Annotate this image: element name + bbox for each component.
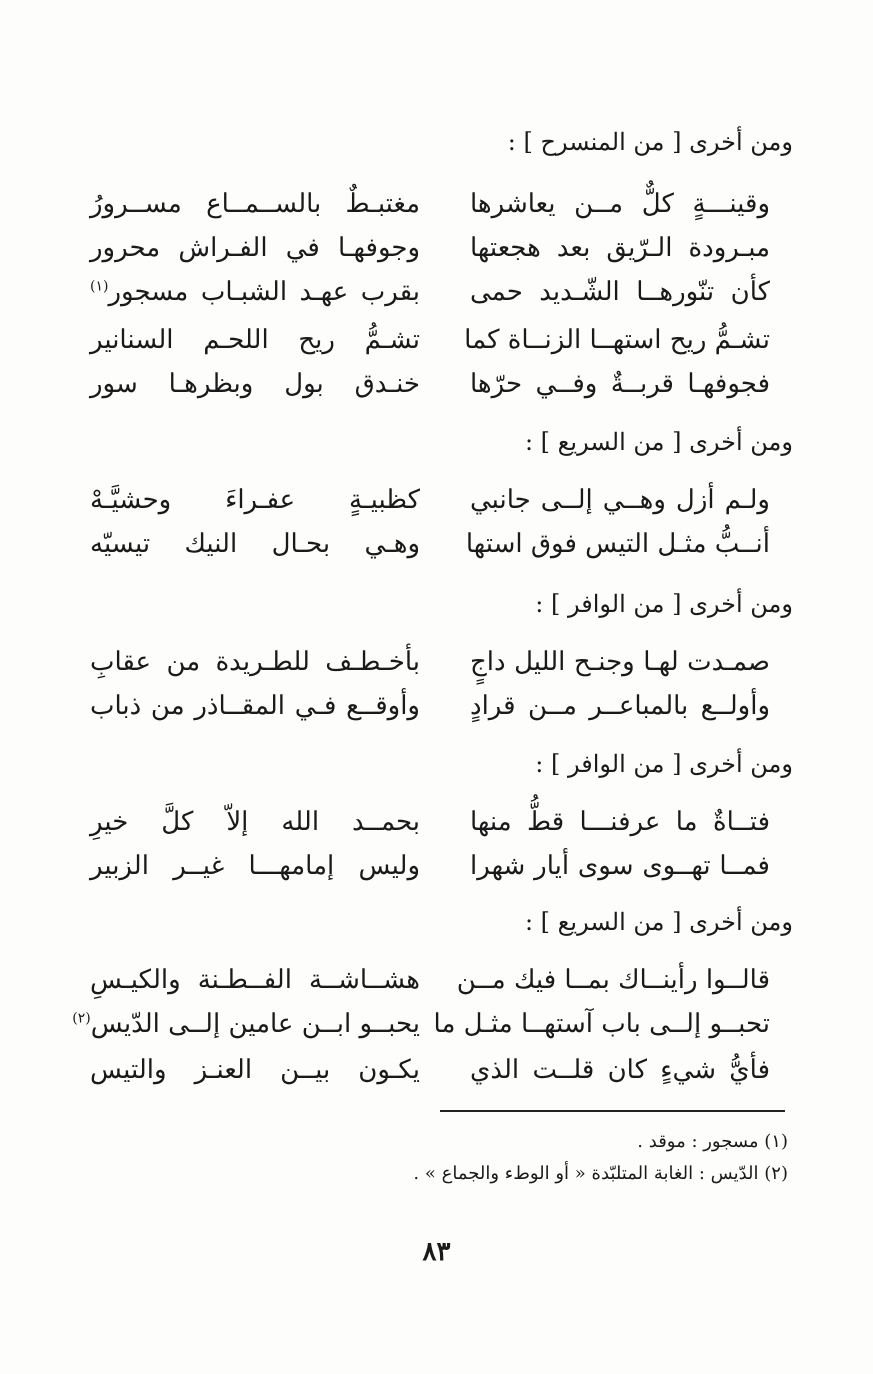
section-heading: ومن أخرى [ من السريع ] : bbox=[524, 428, 793, 456]
section-heading: ومن أخرى [ من الوافر ] : bbox=[535, 590, 793, 618]
footnote-marker: (١) bbox=[90, 278, 109, 295]
verse-first-hemistich: فمــا تهــوى سوى أيار شهرا bbox=[470, 851, 770, 881]
verse-second-hemistich: يكـون بيــن العنـز والتيس bbox=[90, 1055, 420, 1085]
verse-line bbox=[72, 1002, 770, 1046]
verse-second-hemistich: مغتبـطٌ بالســمــاع مســرورُ bbox=[90, 189, 420, 219]
verse-first-hemistich: كأن تنّورهــا الشّـديد حمى bbox=[470, 277, 770, 307]
verse-second-hemistich: وهـي بحـال النيك تيسيّه bbox=[90, 529, 420, 559]
verse-second-hemistich: خنـدق بول وبظرهـا سور bbox=[90, 369, 420, 399]
verse-second-hemistich: بأخـطـف للطـريدة من عقابِ bbox=[90, 647, 420, 677]
section-heading: ومن أخرى [ من الوافر ] : bbox=[535, 750, 793, 778]
verse-second-hemistich bbox=[90, 270, 420, 314]
verse-first-hemistich: قالــوا رأينــاك بمــا فيك مــن bbox=[456, 965, 770, 995]
verse-line bbox=[90, 684, 770, 728]
verse-second-hemistich: كظبيـةٍ عفـراءَ وحشيَّـهْ bbox=[90, 485, 420, 515]
verse-line bbox=[90, 318, 770, 362]
verse-line bbox=[90, 478, 770, 522]
verse-first-hemistich: صمـدت لهـا وجنـح الليل داجٍ bbox=[470, 647, 770, 677]
verse-second-hemistich: وليس إمامهـــا غيــر الزبير bbox=[90, 851, 420, 881]
verse-first-hemistich: تحبــو إلــى باب آستهــا مثـل ما bbox=[433, 1009, 770, 1039]
verse-second-hemistich: بحمــد الله إلاّ كلَّ خيرِ bbox=[90, 807, 420, 837]
verse-line bbox=[90, 1048, 770, 1092]
verse-line bbox=[90, 640, 770, 684]
verse-line bbox=[90, 844, 770, 888]
verse-line bbox=[90, 958, 770, 1002]
verse-line bbox=[90, 362, 770, 406]
verse-second-hemistich: وأوقــع فـي المقــاذر من ذباب bbox=[90, 691, 420, 721]
verse-second-hemistich: هشــاشــة الفــطـنة والكيـسِ bbox=[90, 965, 420, 995]
page-number: ٨٣ bbox=[422, 1237, 451, 1267]
verse-second-hemistich: وجوفهـا في الفـراش محرور bbox=[90, 233, 420, 263]
verse-first-hemistich: فجوفهـا قربــةٌ وفــي حرّها bbox=[470, 369, 770, 399]
verse-second-hemistich bbox=[72, 1002, 420, 1046]
verse-line bbox=[90, 522, 770, 566]
footnote: (١) مسجور : موقد . bbox=[637, 1131, 788, 1152]
verse-first-hemistich: ولـم أزل وهــي إلــى جانبي bbox=[470, 485, 770, 515]
section-heading: ومن أخرى [ من السريع ] : bbox=[524, 908, 793, 936]
footnote-divider bbox=[440, 1110, 785, 1112]
verse-first-hemistich: أنــبُّ مثـل التيس فوق استها bbox=[465, 529, 770, 559]
verse-line bbox=[90, 800, 770, 844]
footnote-marker: (٢) bbox=[72, 1010, 91, 1027]
verse-second-text: بقرب عهـد الشبـاب مسجور bbox=[108, 277, 420, 307]
footnote: (٢) الدّيس : الغابة المتلبّدة « أو الوطء والجماع » . bbox=[413, 1163, 788, 1184]
verse-second-hemistich: تشـمُّ ريح اللحـم السنانير bbox=[90, 325, 420, 355]
section-heading: ومن أخرى [ من المنسرح ] : bbox=[507, 128, 793, 156]
verse-first-hemistich: وقينـــةٍ كلٌّ مــن يعاشرها bbox=[470, 189, 770, 219]
verse-first-hemistich: فتــاةٌ ما عرفنـــا قطُّ منها bbox=[470, 807, 770, 837]
verse-first-hemistich: وأولــع بالمباعــر مــن قرادٍ bbox=[470, 691, 770, 721]
verse-line bbox=[90, 270, 770, 314]
verse-first-hemistich: تشـمُّ ريح استهــا الزنــاة كما bbox=[464, 325, 770, 355]
verse-first-hemistich: فأيُّ شيءٍ كان قلــت الذي bbox=[470, 1055, 770, 1085]
verse-line bbox=[90, 226, 770, 270]
verse-line bbox=[90, 182, 770, 226]
verse-first-hemistich: مبـرودة الـرّيق بعد هجعتها bbox=[470, 233, 770, 263]
verse-second-text: يحبــو ابــن عامين إلــى الدّيس bbox=[90, 1009, 420, 1039]
